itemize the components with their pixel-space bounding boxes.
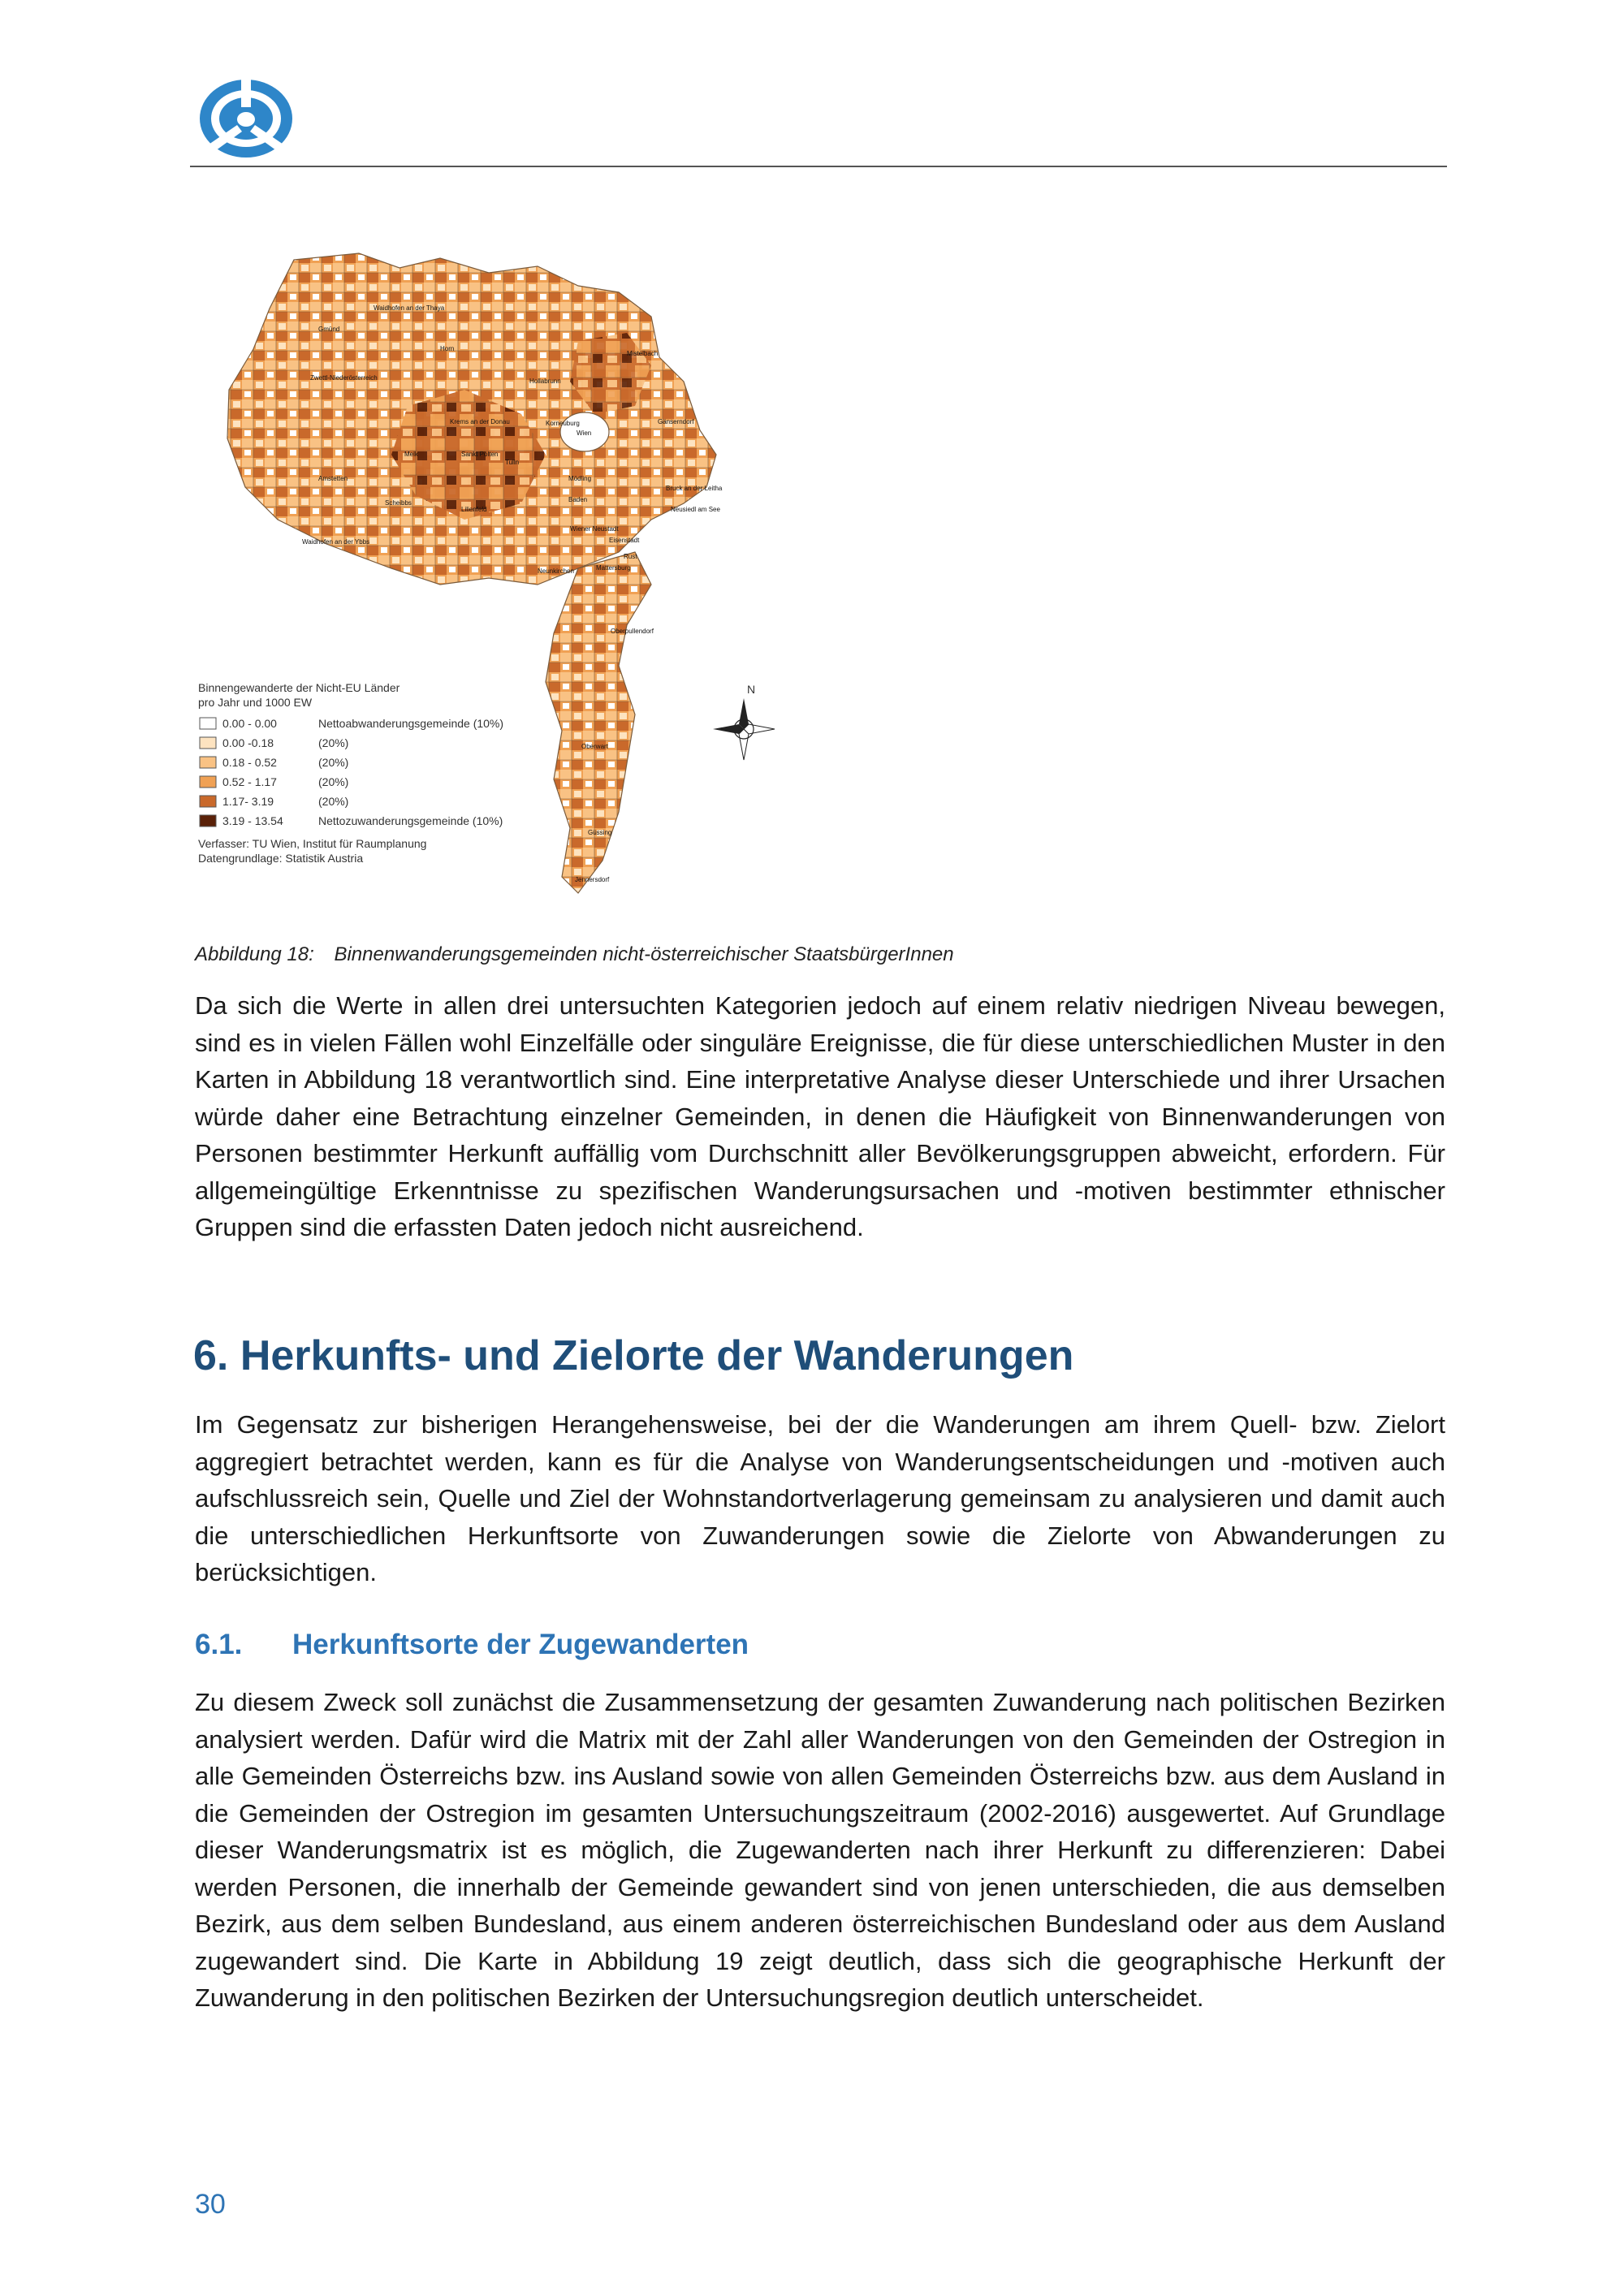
caption-text: Binnenwanderungsgemeinden nicht-österreichischer StaatsbürgerInnen [334, 943, 954, 965]
map-label: Scheibbs [385, 499, 412, 507]
map-label: Wiener Neustadt [570, 525, 619, 533]
body-paragraph: Zu diesem Zweck soll zunächst die Zusammensetzung der gesamten Zuwanderung nach politischen Bezirken analysiert werden. Dafür wird die Matrix mit der Zahl aller Wanderungen von den Gemeinden der Ostregion in alle Gemeinden Österreichs bzw. ins Ausland sowie von allen Gemeinden Österreichs bzw. aus dem Ausland in die Gemeinden der Ostregion im gesamten Untersuchungszeitraum (2002-2016) ausgewertet. Auf Grundlage dieser Wanderungsmatrix ist es möglich, die Zugewanderten nach ihrer Herkunft zu differenzieren: Dabei werden Personen, die innerhalb der Gemeinde gewandert sind von jenen unterschieden, die aus demselben Bezirk, aus dem selben Bundesland, aus einem anderen österreichischen Bundesland oder aus dem Ausland zugewandert sind. Die Karte in Abbildung 19 zeigt deutlich, dass sich die geographische Herkunft der Zuwanderung in den politischen Bezirken der Untersuchungsregion deutlich unterscheidet. [195, 1688, 1445, 2012]
legend-note: (20%) [318, 736, 349, 749]
legend-range: 1.17- 3.19 [222, 795, 274, 808]
legend-subtitle: pro Jahr und 1000 EW [198, 696, 313, 709]
map-label: Amstetten [318, 475, 348, 482]
compass-rose-icon [713, 683, 775, 760]
compass-north-label: N [747, 683, 756, 696]
legend-range: 3.19 - 13.54 [222, 814, 283, 827]
legend-range: 0.52 - 1.17 [222, 775, 277, 788]
map-label: Waidhofen an der Ybbs [302, 538, 370, 546]
map-figure [197, 244, 797, 926]
map-label: Güssing [588, 829, 612, 836]
legend-note: (20%) [318, 795, 349, 808]
map-label: Oberpullendorf [611, 628, 654, 635]
map-label: Rust [624, 553, 637, 560]
logo-icon [198, 78, 294, 159]
legend-range: 0.00 - 0.00 [222, 717, 277, 730]
legend-title: Binnengewanderte der Nicht-EU Länder [198, 681, 400, 694]
map-label: Tulln [505, 459, 520, 466]
caption-number: Abbildung 18: [195, 943, 314, 965]
subsection-heading [195, 1629, 749, 1661]
page-number: 30 [195, 2189, 226, 2220]
figure-caption [195, 943, 1445, 966]
map-label: Hollabrunn [529, 378, 561, 385]
legend-swatch [200, 815, 216, 826]
map-label: Sankt Pölten [461, 451, 499, 458]
map-label: Mistelbach [627, 350, 659, 357]
body-paragraph: Im Gegensatz zur bisherigen Herangehensweise, bei der die Wanderungen am ihrem Quell- bzw. Zielort aggregiert betrachtet werden, kann es für die Analyse von Wanderungsentscheidungen und -motiven auch aufschlussreich sein, Quelle und Ziel der Wohnstandortverlagerung gemeinsam zu analysieren und damit auch die unterschiedlichen Herkunftsorte von Zuwanderungen sowie die Zielorte von Abwanderungen zu berücksichtigen. [195, 1410, 1445, 1586]
map-label: Wien [577, 429, 592, 437]
legend-swatch [200, 776, 216, 788]
legend-swatch [200, 796, 216, 807]
legend-note: Nettoabwanderungsgemeinde (10%) [318, 717, 504, 730]
legend-note: (20%) [318, 775, 349, 788]
map-label: Jennersdorf [575, 876, 610, 883]
legend-swatch [200, 757, 216, 768]
map-label: Mödling [568, 475, 592, 482]
map-label: Waidhofen an der Thaya [374, 304, 445, 312]
legend-note: (20%) [318, 756, 349, 769]
map-legend [198, 681, 503, 865]
map-label: Gänserndorf [658, 418, 694, 425]
map-label: Zwettl-Niederösterreich [310, 374, 378, 382]
header-divider [190, 166, 1447, 167]
legend-swatch [200, 718, 216, 729]
map-label: Lilienfeld [461, 506, 487, 513]
legend-author: Verfasser: TU Wien, Institut für Raumplanung [198, 837, 427, 850]
map-label: Krems an der Donau [450, 418, 510, 425]
legend-swatch [200, 737, 216, 749]
map-region-burgenland [546, 552, 651, 893]
section-heading: 6. Herkunfts- und Zielorte der Wanderungen [193, 1332, 1074, 1379]
map-label: Neunkirchen [538, 568, 574, 575]
map-label: Neusiedl am See [671, 506, 720, 513]
legend-source: Datengrundlage: Statistik Austria [198, 852, 364, 865]
map-label: Mattersburg [596, 564, 631, 572]
legend-range: 0.00 -0.18 [222, 736, 274, 749]
subsection-title: Herkunftsorte der Zugewanderten [292, 1629, 749, 1660]
subsection-number: 6.1. [195, 1629, 243, 1660]
map-label: Bruck an der Leitha [666, 485, 723, 492]
choropleth-map [197, 244, 797, 926]
legend-range: 0.18 - 0.52 [222, 756, 277, 769]
map-label: Melk [404, 451, 418, 458]
legend-note: Nettozuwanderungsgemeinde (10%) [318, 814, 503, 827]
map-label: Baden [568, 496, 588, 503]
map-label: Gmünd [318, 326, 340, 333]
map-label: Horn [440, 345, 455, 352]
map-label: Oberwart [581, 743, 608, 750]
map-label: Eisenstadt [609, 537, 640, 544]
body-paragraph: Da sich die Werte in allen drei untersuchten Kategorien jedoch auf einem relativ niedrigen Niveau bewegen, sind es in vielen Fällen wohl Einzelfälle oder singuläre Ereignisse, die für diese unterschiedlichen Muster in den Karten in Abbildung 18 verantwortlich sind. Eine interpretative Analyse dieser Unterschiede und ihrer Ursachen würde daher eine Betrachtung einzelner Gemeinden, in denen die Häufigkeit von Binnenwanderungen von Personen bestimmter Herkunft auffällig vom Durchschnitt aller Bevölkerungsgruppen abweicht, erfordern. Für allgemeingültige Erkenntnisse zu spezifischen Wanderungsursachen und -motiven bestimmter ethnischer Gruppen sind die erfassten Daten jedoch nicht ausreichend. [195, 991, 1445, 1241]
map-label: Korneuburg [546, 420, 580, 427]
